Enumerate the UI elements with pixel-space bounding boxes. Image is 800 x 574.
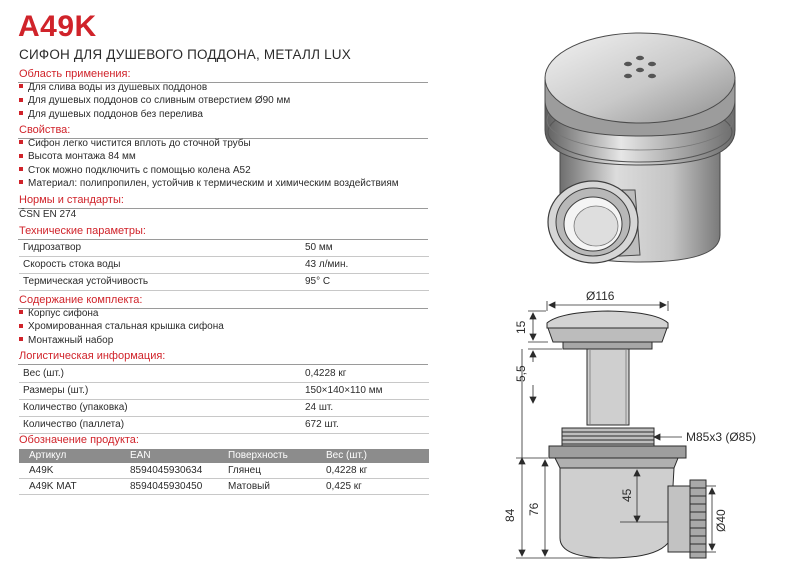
properties-section-title: Свойства: (19, 124, 71, 136)
param-value: 50 мм (305, 242, 333, 253)
dim-total-height: 84 (503, 508, 517, 522)
surface-cell: Глянец (228, 465, 261, 476)
list-item: Сток можно подключить с помощью колена А52 (19, 164, 399, 177)
list-item: Для душевых поддонов без перелива (19, 108, 290, 121)
ean-cell: 8594045930634 (130, 465, 203, 476)
column-header: Артикул (29, 450, 67, 461)
param-name: Гидрозатвор (23, 242, 82, 253)
dim-body-height: 76 (527, 502, 541, 516)
contents-section-title: Содержание комплекта: (19, 294, 143, 306)
dim-gap-height: 5,5 (514, 365, 528, 382)
product-model-title: A49K (18, 10, 97, 43)
list-item: Для слива воды из душевых поддонов (19, 81, 290, 94)
logistics-name: Размеры (шт.) (23, 385, 89, 396)
dim-outlet-height: 45 (620, 488, 634, 502)
application-section-title: Область применения: (19, 68, 131, 80)
weight-cell: 0,425 кг (326, 481, 362, 492)
dim-thread: M85x3 (Ø85) (686, 430, 757, 444)
standards-section-title: Нормы и стандарты: (19, 194, 124, 206)
logistics-name: Вес (шт.) (23, 368, 64, 379)
logistics-value: 0,4228 кг (305, 368, 347, 379)
list-item: Высота монтажа 84 мм (19, 150, 399, 163)
column-header: Поверхность (228, 450, 288, 461)
standards-value: ČSN EN 274 (19, 209, 77, 220)
dim-cover-diameter: Ø116 (586, 289, 615, 303)
article-cell: A49K (29, 465, 54, 476)
logistics-section-title: Логистическая информация: (19, 350, 166, 362)
list-item: Сифон легко чистится вплоть до сточной трубы (19, 137, 399, 150)
dim-outlet-diameter: Ø40 (714, 509, 728, 532)
column-header: Вес (шт.) (326, 450, 367, 461)
param-value: 95° C (305, 276, 331, 287)
article-cell: A49K MAT (29, 481, 77, 492)
param-name: Термическая устойчивость (23, 276, 149, 287)
list-item: Материал: полипропилен, устойчив к термическим и химическим воздействиям (19, 177, 399, 190)
column-header: EAN (130, 450, 151, 461)
logistics-name: Количество (упаковка) (23, 402, 128, 413)
logistics-value: 672 шт. (305, 419, 339, 430)
logistics-value: 150×140×110 мм (305, 385, 383, 396)
surface-cell: Матовый (228, 481, 270, 492)
product-subtitle: СИФОН ДЛЯ ДУШЕВОГО ПОДДОНА, МЕТАЛЛ LUX (19, 47, 351, 62)
siphon-section-icon (547, 311, 706, 558)
logistics-value: 24 шт. (305, 402, 334, 413)
dim-cover-height: 15 (514, 320, 528, 334)
list-item: Для душевых поддонов со сливным отверстием Ø90 мм (19, 94, 290, 107)
list-item: Монтажный набор (19, 334, 224, 347)
weight-cell: 0,4228 кг (326, 465, 368, 476)
param-value: 43 л/мин. (305, 259, 349, 270)
products-section-title: Обозначение продукта: (19, 434, 139, 446)
param-name: Скорость стока воды (23, 259, 121, 270)
logistics-name: Количество (паллета) (23, 419, 125, 430)
tech-section-title: Технические параметры: (19, 225, 146, 237)
list-item: Хромированная стальная крышка сифона (19, 320, 224, 333)
ean-cell: 8594045930450 (130, 481, 203, 492)
list-item: Корпус сифона (19, 307, 224, 320)
